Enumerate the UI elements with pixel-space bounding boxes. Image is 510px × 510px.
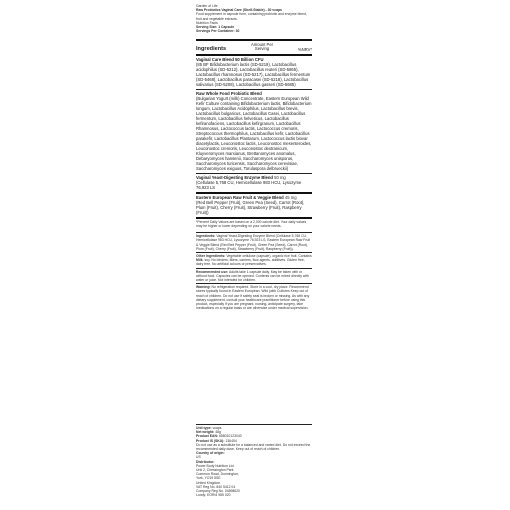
blend-title: Vaginal Care Blend 50 Billion CFU	[196, 56, 264, 62]
detail-line: Net weight: 48g	[196, 430, 221, 435]
blend-amount: 45 mg	[284, 194, 297, 200]
distributor-line: Common Road, Dunnington,	[196, 472, 239, 477]
distributor-label: Distributor:	[196, 459, 215, 464]
other-ingredients-section	[196, 253, 312, 268]
product-summary	[196, 4, 312, 33]
distributor-line: Lundy: EORI4 985 020	[196, 493, 231, 498]
blend-probiotic	[196, 90, 312, 173]
distributor-line: York, YO19 5SE	[196, 476, 221, 481]
allergen-milk: Milk	[196, 258, 203, 263]
recommended-use-text: Adults take 1 capsule daily. May be taken with or without food. Capsules can be opened. Contents can be mixed directly with water or juice. Not intended for children.	[196, 269, 309, 283]
ingredients-text: Vaginal Yeast-Digesting Enzyme Blend (Cellulase 5,768 CU, Hemicellulase 983 HCU, Lysozyme 76,923 LS, Eastern European Raw Fruit & Veggie Blend (Red Bell Pepper (Fruit), Green Pea (Seed), Carrot (Root), Plum (Fruit), Cherry (Fruit), Strawberry (Fruit), Raspberry (Fruit)).	[196, 234, 311, 251]
distributor-line: United Kingdom	[196, 480, 221, 485]
panel-header	[196, 41, 312, 54]
disclaimer: Do not use as a substitute for a balanced and varied diet. Do not exceed the recommended daily dose. Keep out of reach of children.	[196, 442, 311, 452]
warning-text: No refrigeration required. Store in a cool, dry place. Recommend stores typically found in Eastern European. Wild (with Cultures Keep out of reach of children. Do not use if safety seal is broken or missing. As with any dietary supplement, consult your healthcare practitioner before using this product, especially if you are pregnant, nursing, anticipate surgery, take medications on a regular basis or are otherwise under medical supervision.	[196, 285, 310, 311]
details-top-rule	[196, 424, 312, 425]
brand-name: Garden of Life	[196, 4, 218, 8]
amount-heading: Amount Per Serving	[250, 42, 274, 52]
blend-amount: 50 mg	[274, 174, 286, 180]
ingredients-label: Ingredients:	[196, 234, 216, 239]
warning-section	[196, 284, 312, 311]
blend-title: Eastern European Raw Fruit & Veggie Blend	[196, 194, 284, 200]
detail-line: Product EAN: 658010123040	[196, 434, 242, 439]
servings-per-container: Servings Per Container: 30	[196, 29, 240, 34]
recommended-use-label: Recommended use:	[196, 269, 229, 274]
blend-title: Vaginal Yeast-Digesting Enzyme Blend	[196, 174, 273, 180]
distributor-line: Unit 2, Chessington Park	[196, 468, 234, 473]
nutrition-facts-label: Nutrition Facts	[196, 20, 218, 25]
blend-vaginal-care	[196, 56, 312, 89]
blend-text: (Cellulase 5,768 CU, Hemicellulase 983 HCU, Lysozyme 76,923 LS	[196, 179, 302, 190]
distributor-line: Power Body Nutrition Ltd.	[196, 463, 235, 468]
country-of-origin: Country of origin: US	[196, 451, 225, 460]
blend-text: (Bulgarian Yogurt (milk) Concentrate, Eastern European Wild Kefir Culture containing Bifidobacterium lactis, Bifidobacterium longum, Lactobacillus Acidophilus, Lactobacillus brevis, Lactobacillus bulgaricus, Lactobacillus Casei, Lactobacillus fermentum, Lactobacillus helveticus, Lactobacillus kefiranofaciens, Lactobacillus kefirgranum, Lactobacillus Rhamnosus, Lactococcus lactis, Lactococcus cremoris, Streptococcus thermophilus, Lactobacillus kefir, Lactobacillus parakefir, Lactobacillus Plantarum, Lactococcus lactis biovar diacetylactis, Leuconostoc lactis, Leuconostoc mesenteroides, Leuconostoc cremoris, Leuconostoc dextranicum, Kluyveromyces marxianus, Brettanomyces anomalus, Debaryomyces hansenii, Saccharomyces unisporus, Saccharomyces turicensis, Saccharomyces cerevisiae, Saccharomyces exiguus, Torulaspora delbrueckii)	[196, 95, 312, 171]
blend-fruit-veggie	[196, 194, 312, 217]
other-ingredients-label: Other Ingredients:	[196, 254, 226, 259]
serving-size: Serving Size: 1 Capsule	[196, 25, 235, 30]
nrv-heading: %NRV*	[297, 46, 312, 52]
other-ingredients-text-cont: . soy. No binders, fillers, carriers, flow agents, additives. Gluten free, dairy free. No artificial colours or preservatives.	[196, 258, 305, 267]
supplement-facts-panel	[196, 39, 312, 311]
ingredients-heading: Ingredients	[196, 45, 227, 52]
product-details	[196, 424, 312, 497]
blend-enzyme	[196, 174, 312, 192]
ingredients-section	[196, 233, 312, 252]
product-name: Raw Probiotics Vaginal Care (Shelf-Stable) - 30 vcaps	[196, 8, 282, 13]
detail-line: Product IS (SKU): 136454	[196, 438, 237, 443]
warning-label: Warning:	[196, 285, 211, 290]
blend-text: (Red Bell Pepper (Fruit), Green Pea (Seed), Carrot (Root), Plum (Fruit), Cherry (Fruit), Strawberry (Fruit), Raspberry (Fruit))	[196, 199, 305, 215]
product-description: Food supplement in capsule form, containing probiotic and enzyme blend, fruit and vegetable extracts.	[196, 12, 307, 21]
other-ingredients-text: Vegetable cellulose (capsule), organic rice fruit. Contains	[226, 254, 312, 259]
blend-title: Raw Whole Food Probiotic Blend	[196, 90, 262, 96]
detail-line: Unit type: vcaps	[196, 426, 222, 430]
recommended-use-section	[196, 269, 312, 284]
distributor-line: Company Reg No. 04598620	[196, 489, 240, 494]
distributor-line: VAT Reg No. 840 5412 04	[196, 484, 236, 489]
blend-text: (85 BF Bifidobacterium lactis (SD-5219), Lactobacillus acidophilus (SD-5212), Lactobacillus reuteri (SD-5865), Lactobacillus rhamnosus (SD-5217), Lactobacillus fermentum (SD-5468), Lactobacillus paracasei (SD-5218), Lactobacillus salivarius (SD-5208), Lactobacillus gasseri (SD-5685)	[196, 61, 311, 87]
nrv-footnote: *Percent Daily Values are based on a 2,000 calorie diet. Your daily values may be higher or lower depending on your calorie needs.	[196, 219, 307, 229]
